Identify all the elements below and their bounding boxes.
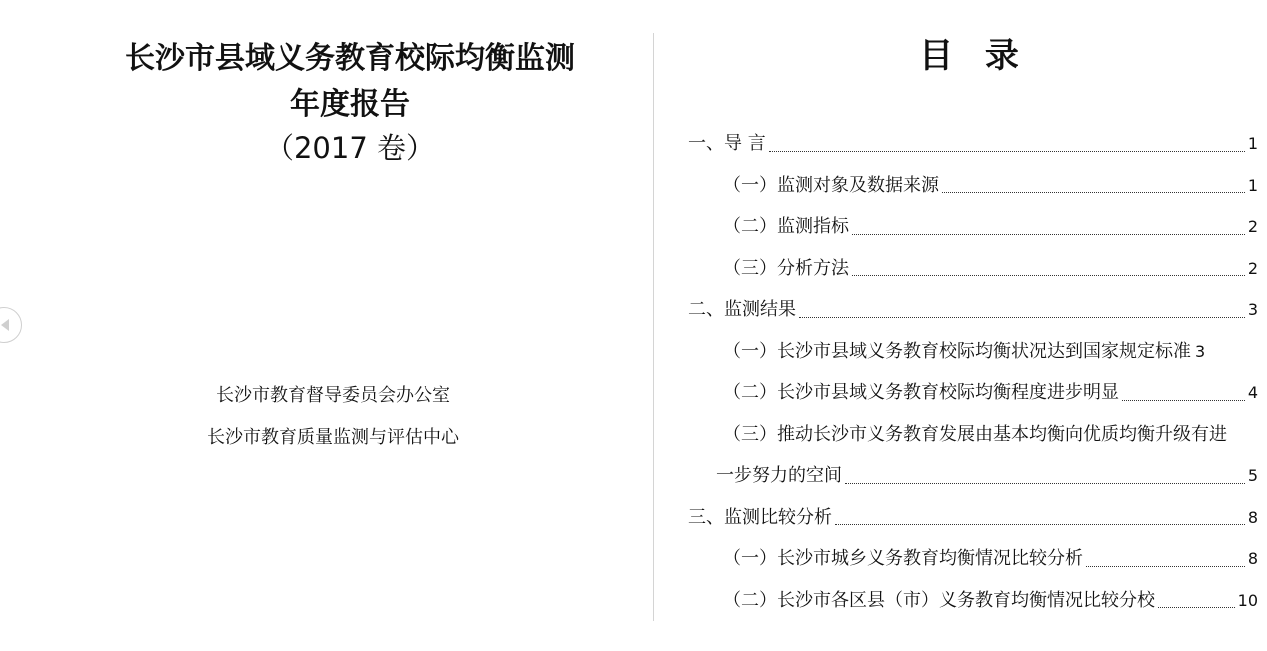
toc-entry[interactable]: （三）分析方法 2 [723,257,1258,279]
issuing-office: 长沙市教育督导委员会办公室 [216,385,450,406]
toc-entry-continued[interactable]: 一步努力的空间 5 [716,465,1258,486]
report-title-line1: 长沙市县域义务教育校际均衡监测 [125,41,575,76]
toc-title: 目 录 [919,36,1029,76]
issuing-center: 长沙市教育质量监测与评估中心 [207,427,459,448]
toc-entry[interactable]: （二）长沙市各区县（市）义务教育均衡情况比较分校 10 [723,589,1258,611]
toc-list [688,123,1258,621]
toc-entry[interactable]: （一）长沙市城乡义务教育均衡情况比较分析 8 [723,548,1258,569]
toc-entry[interactable]: 一、导 言 1 [688,133,1258,154]
report-title-line2: 年度报告 [290,87,410,122]
toc-entry[interactable]: （一）监测对象及数据来源 1 [723,174,1258,196]
toc-entry[interactable]: （二）长沙市县域义务教育校际均衡程度进步明显 4 [723,382,1258,403]
toc-entry[interactable]: 二、监测结果 3 [688,299,1258,320]
toc-page [654,0,1267,651]
report-volume: （2017 卷） [264,131,436,165]
toc-entry[interactable]: （一）长沙市县域义务教育校际均衡状况达到国家规定标准 3 [723,340,1206,362]
toc-entry[interactable]: 三、监测比较分析 8 [688,506,1258,528]
toc-entry[interactable]: （二）监测指标 2 [723,216,1258,237]
toc-entry[interactable]: （三）推动长沙市义务教育发展由基本均衡向优质均衡升级有进 [723,423,1227,445]
